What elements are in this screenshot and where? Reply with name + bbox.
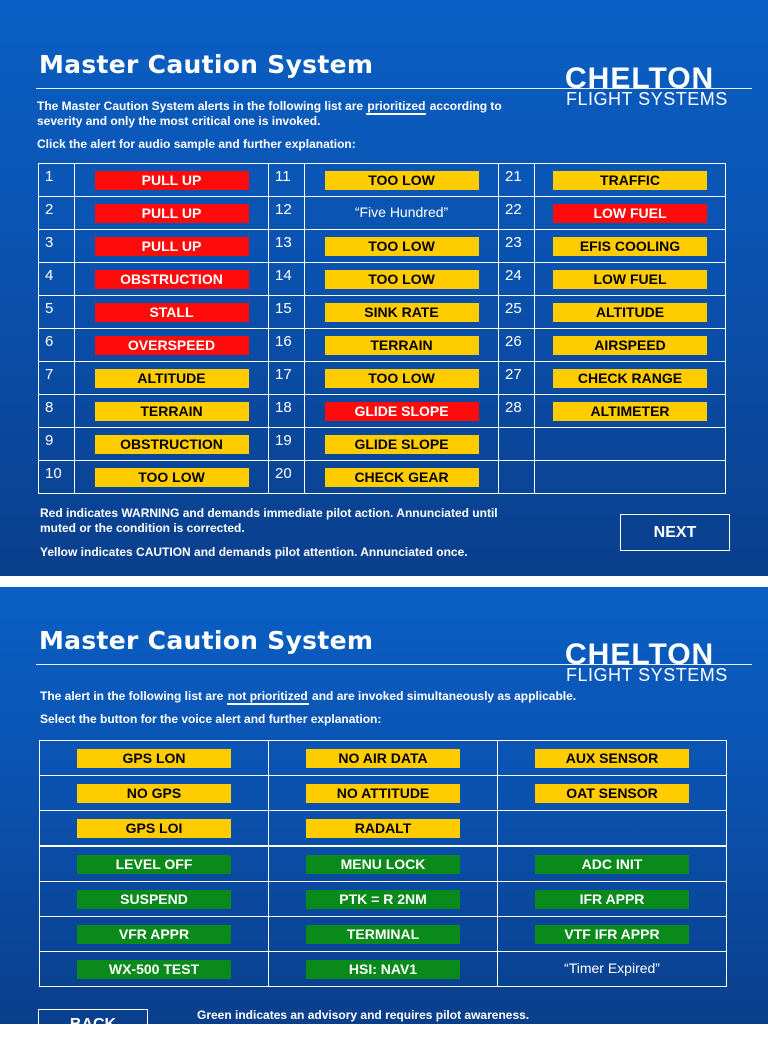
table-row bbox=[40, 741, 727, 776]
alert-button-five-hundred[interactable]: “Five Hundred” bbox=[354, 204, 449, 220]
alert-button-low-fuel[interactable]: LOW FUEL bbox=[553, 204, 707, 223]
alert-cell bbox=[305, 164, 499, 197]
alert-cell bbox=[75, 461, 269, 494]
alert-button-altitude[interactable]: ALTITUDE bbox=[553, 303, 707, 322]
alert-priority-number: 25 bbox=[499, 296, 535, 329]
alert-priority-number: 26 bbox=[499, 329, 535, 362]
alert-cell bbox=[40, 811, 269, 847]
alert-button-pull-up[interactable]: PULL UP bbox=[95, 204, 249, 223]
prioritized-link: prioritized bbox=[367, 99, 426, 113]
alert-cell bbox=[75, 362, 269, 395]
alert-button-obstruction[interactable]: OBSTRUCTION bbox=[95, 270, 249, 289]
table-row bbox=[39, 428, 726, 461]
table-row bbox=[39, 461, 726, 494]
non-prioritized-alert-table bbox=[39, 740, 727, 987]
alert-priority-number: 15 bbox=[269, 296, 305, 329]
chelton-logo: CHELTON bbox=[565, 62, 715, 95]
alert-button-overspeed[interactable]: OVERSPEED bbox=[95, 336, 249, 355]
alert-cell bbox=[498, 846, 727, 882]
alert-button-terrain[interactable]: TERRAIN bbox=[325, 336, 479, 355]
alert-button-vtf-ifr-appr[interactable]: VTF IFR APPR bbox=[535, 925, 689, 944]
red-note-line1: Red indicates WARNING and demands immediate pilot action. Annunciated until bbox=[40, 506, 498, 520]
alert-cell bbox=[535, 395, 726, 428]
chelton-logo: CHELTON bbox=[565, 638, 715, 671]
table-row bbox=[39, 296, 726, 329]
alert-button-efis-cooling[interactable]: EFIS COOLING bbox=[553, 237, 707, 256]
alert-priority-number: 21 bbox=[499, 164, 535, 197]
alert-button-level-off[interactable]: LEVEL OFF bbox=[77, 855, 231, 874]
alert-priority-number: 1 bbox=[39, 164, 75, 197]
alert-priority-number: 19 bbox=[269, 428, 305, 461]
alert-priority-number: 12 bbox=[269, 197, 305, 230]
alert-button-radalt[interactable]: RADALT bbox=[306, 819, 460, 838]
alert-button-gps-loi[interactable]: GPS LOI bbox=[77, 819, 231, 838]
intro-text-part: The Master Caution System alerts in the following list are bbox=[37, 99, 367, 113]
chelton-logo-subtitle: FLIGHT SYSTEMS bbox=[566, 665, 728, 685]
intro-text-part: The alert in the following list are bbox=[40, 689, 227, 703]
alert-priority-number: 11 bbox=[269, 164, 305, 197]
intro-text-part: according to bbox=[426, 99, 502, 113]
alert-button-stall[interactable]: STALL bbox=[95, 303, 249, 322]
alert-cell bbox=[535, 362, 726, 395]
table-row bbox=[40, 952, 727, 987]
alert-button-timer-expired[interactable]: “Timer Expired” bbox=[564, 960, 660, 976]
alert-priority-number: 4 bbox=[39, 263, 75, 296]
alert-button-sink-rate[interactable]: SINK RATE bbox=[325, 303, 479, 322]
alert-priority-number: 8 bbox=[39, 395, 75, 428]
green-note: Green indicates an advisory and requires pilot awareness. bbox=[197, 1008, 530, 1022]
alert-cell bbox=[75, 428, 269, 461]
alert-cell bbox=[305, 263, 499, 296]
alert-cell bbox=[75, 296, 269, 329]
alert-cell bbox=[305, 395, 499, 428]
alert-button-glide-slope[interactable]: GLIDE SLOPE bbox=[325, 402, 479, 421]
alert-cell bbox=[535, 230, 726, 263]
alert-cell bbox=[535, 164, 726, 197]
alert-cell bbox=[535, 296, 726, 329]
alert-cell bbox=[40, 882, 269, 917]
alert-cell bbox=[305, 362, 499, 395]
alert-cell bbox=[269, 917, 498, 952]
alert-priority-number: 3 bbox=[39, 230, 75, 263]
alert-button-obstruction[interactable]: OBSTRUCTION bbox=[95, 435, 249, 454]
table-row bbox=[40, 811, 727, 847]
alert-button-adc-init[interactable]: ADC INIT bbox=[535, 855, 689, 874]
alert-button-suspend[interactable]: SUSPEND bbox=[77, 890, 231, 909]
alert-cell bbox=[269, 952, 498, 987]
back-button[interactable]: BACK bbox=[38, 1009, 148, 1046]
alert-cell bbox=[40, 846, 269, 882]
table-row bbox=[39, 329, 726, 362]
alert-cell bbox=[75, 164, 269, 197]
instruction-text: Click the alert for audio sample and further explanation: bbox=[37, 137, 356, 151]
alert-priority-number: 7 bbox=[39, 362, 75, 395]
alert-priority-number: 28 bbox=[499, 395, 535, 428]
alert-priority-number: 13 bbox=[269, 230, 305, 263]
alert-button-ptk-r-2nm[interactable]: PTK = R 2NM bbox=[306, 890, 460, 909]
alert-button-too-low[interactable]: TOO LOW bbox=[325, 369, 479, 388]
alert-cell bbox=[535, 329, 726, 362]
alert-cell bbox=[535, 197, 726, 230]
alert-cell bbox=[269, 811, 498, 847]
alert-cell bbox=[75, 395, 269, 428]
alert-cell bbox=[269, 776, 498, 811]
alert-cell bbox=[498, 741, 727, 776]
alert-button-check-gear[interactable]: CHECK GEAR bbox=[325, 468, 479, 487]
alert-button-gps-lon[interactable]: GPS LON bbox=[77, 749, 231, 768]
yellow-note: Yellow indicates CAUTION and demands pilot attention. Annunciated once. bbox=[40, 545, 468, 559]
alert-cell bbox=[75, 329, 269, 362]
alert-button-pull-up[interactable]: PULL UP bbox=[95, 237, 249, 256]
page-title: Master Caution System bbox=[39, 50, 374, 79]
table-row bbox=[39, 230, 726, 263]
alert-priority-number: 16 bbox=[269, 329, 305, 362]
alert-cell bbox=[305, 296, 499, 329]
table-row bbox=[40, 882, 727, 917]
alert-cell bbox=[305, 428, 499, 461]
alert-cell bbox=[535, 263, 726, 296]
alert-cell bbox=[75, 263, 269, 296]
table-row bbox=[39, 362, 726, 395]
alert-cell bbox=[40, 741, 269, 776]
alert-priority-number: 5 bbox=[39, 296, 75, 329]
alert-cell bbox=[75, 230, 269, 263]
alert-button-glide-slope[interactable]: GLIDE SLOPE bbox=[325, 435, 479, 454]
table-row bbox=[39, 263, 726, 296]
alert-button-airspeed[interactable]: AIRSPEED bbox=[553, 336, 707, 355]
page-title: Master Caution System bbox=[39, 626, 374, 655]
alert-button-menu-lock[interactable]: MENU LOCK bbox=[306, 855, 460, 874]
prioritized-alert-table bbox=[38, 163, 726, 494]
alert-button-no-gps[interactable]: NO GPS bbox=[77, 784, 231, 803]
alert-cell bbox=[269, 882, 498, 917]
intro-text bbox=[37, 99, 557, 129]
table-row bbox=[40, 846, 727, 882]
alert-cell bbox=[305, 230, 499, 263]
alert-cell bbox=[40, 952, 269, 987]
alert-priority-number: 10 bbox=[39, 461, 75, 494]
alert-button-terminal[interactable]: TERMINAL bbox=[306, 925, 460, 944]
alert-button-no-attitude[interactable]: NO ATTITUDE bbox=[306, 784, 460, 803]
alert-cell bbox=[305, 197, 499, 230]
master-caution-panel-non-prioritized bbox=[0, 587, 768, 1033]
alert-priority-number: 17 bbox=[269, 362, 305, 395]
alert-priority-number: 23 bbox=[499, 230, 535, 263]
table-row bbox=[40, 776, 727, 811]
alert-priority-number: 18 bbox=[269, 395, 305, 428]
chelton-logo-subtitle: FLIGHT SYSTEMS bbox=[566, 89, 728, 109]
alert-cell bbox=[498, 882, 727, 917]
alert-cell bbox=[535, 461, 726, 494]
alert-button-pull-up[interactable]: PULL UP bbox=[95, 171, 249, 190]
alert-cell bbox=[40, 776, 269, 811]
alert-button-too-low[interactable]: TOO LOW bbox=[325, 237, 479, 256]
alert-cell bbox=[269, 846, 498, 882]
alert-priority-number: 24 bbox=[499, 263, 535, 296]
alert-button-too-low[interactable]: TOO LOW bbox=[325, 270, 479, 289]
alert-priority-number: 6 bbox=[39, 329, 75, 362]
intro-text-line2: severity and only the most critical one is invoked. bbox=[37, 114, 321, 128]
alert-priority-number: 2 bbox=[39, 197, 75, 230]
alert-cell bbox=[75, 197, 269, 230]
alert-button-too-low[interactable]: TOO LOW bbox=[325, 171, 479, 190]
alert-priority-number bbox=[499, 428, 535, 461]
table-row bbox=[39, 164, 726, 197]
red-note-line2: muted or the condition is corrected. bbox=[40, 521, 245, 535]
alert-button-ifr-appr[interactable]: IFR APPR bbox=[535, 890, 689, 909]
alert-button-terrain[interactable]: TERRAIN bbox=[95, 402, 249, 421]
alert-cell bbox=[305, 461, 499, 494]
alert-cell bbox=[498, 811, 727, 847]
not-prioritized-link: not prioritized bbox=[227, 689, 308, 703]
alert-cell bbox=[305, 329, 499, 362]
alert-cell bbox=[498, 952, 727, 987]
alert-button-altitude[interactable]: ALTITUDE bbox=[95, 369, 249, 388]
alert-button-vfr-appr[interactable]: VFR APPR bbox=[77, 925, 231, 944]
alert-button-aux-sensor[interactable]: AUX SENSOR bbox=[535, 749, 689, 768]
alert-priority-number: 20 bbox=[269, 461, 305, 494]
alert-button-low-fuel[interactable]: LOW FUEL bbox=[553, 270, 707, 289]
alert-button-no-air-data[interactable]: NO AIR DATA bbox=[306, 749, 460, 768]
alert-cell bbox=[498, 776, 727, 811]
alert-cell bbox=[269, 741, 498, 776]
alert-cell bbox=[498, 917, 727, 952]
alert-priority-number: 14 bbox=[269, 263, 305, 296]
alert-button-check-range[interactable]: CHECK RANGE bbox=[553, 369, 707, 388]
intro-text-part: and are invoked simultaneously as applicable. bbox=[308, 689, 577, 703]
instruction-text: Select the button for the voice alert and further explanation: bbox=[40, 712, 382, 726]
alert-priority-number: 22 bbox=[499, 197, 535, 230]
alert-cell bbox=[535, 428, 726, 461]
table-row bbox=[40, 917, 727, 952]
alert-priority-number: 9 bbox=[39, 428, 75, 461]
alert-button-too-low[interactable]: TOO LOW bbox=[95, 468, 249, 487]
alert-button-oat-sensor[interactable]: OAT SENSOR bbox=[535, 784, 689, 803]
alert-priority-number: 27 bbox=[499, 362, 535, 395]
alert-priority-number bbox=[499, 461, 535, 494]
alert-button-altimeter[interactable]: ALTIMETER bbox=[553, 402, 707, 421]
alert-button-hsi-nav1[interactable]: HSI: NAV1 bbox=[306, 960, 460, 979]
table-row bbox=[39, 197, 726, 230]
intro-text bbox=[40, 689, 680, 704]
alert-button-traffic[interactable]: TRAFFIC bbox=[553, 171, 707, 190]
alert-cell bbox=[40, 917, 269, 952]
alert-button-wx-500-test[interactable]: WX-500 TEST bbox=[77, 960, 231, 979]
table-row bbox=[39, 395, 726, 428]
red-note bbox=[40, 506, 560, 536]
next-button[interactable]: NEXT bbox=[620, 514, 730, 551]
